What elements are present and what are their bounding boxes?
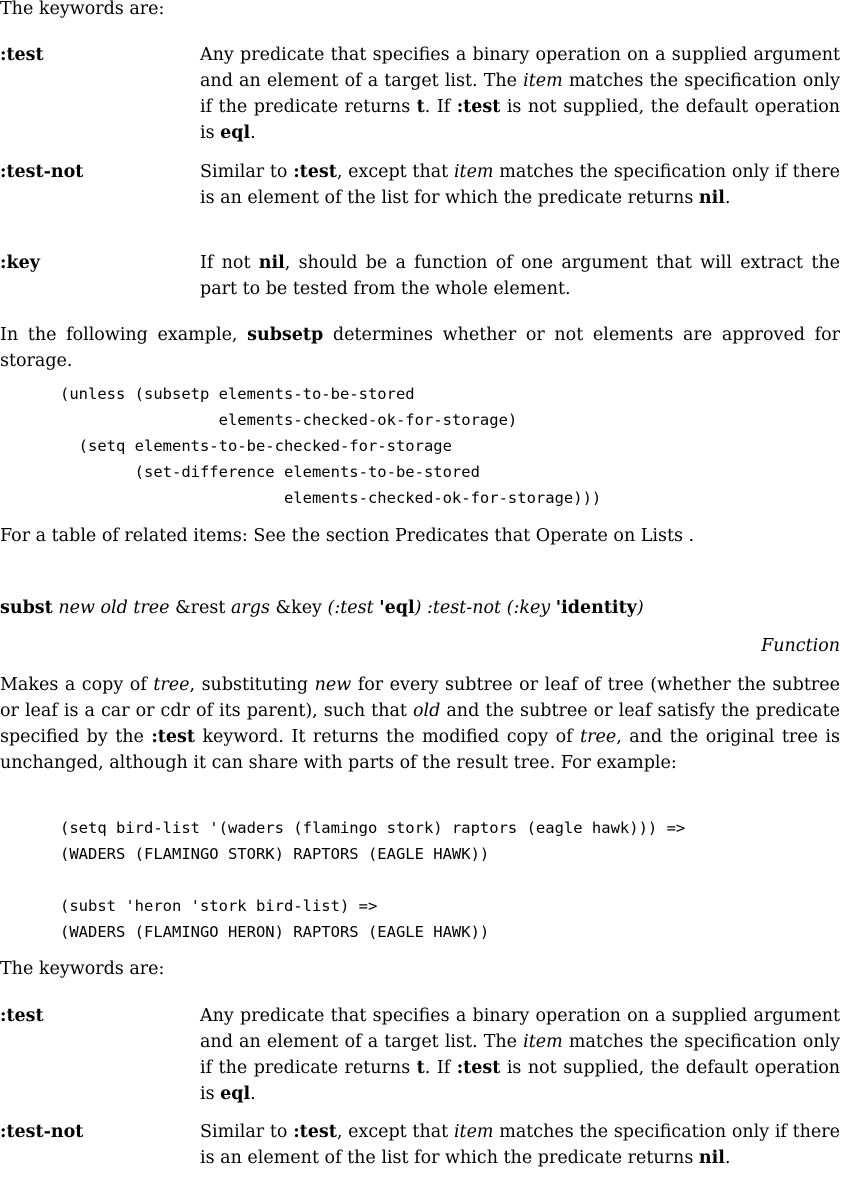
keyword-desc-test-not bbox=[200, 159, 840, 211]
text-run: In the following example, bbox=[0, 325, 248, 345]
text-run: , except that bbox=[336, 162, 454, 182]
keyword-term-test: :test bbox=[0, 45, 44, 65]
text-run: &key bbox=[269, 598, 328, 618]
text-run: :test bbox=[456, 1058, 501, 1078]
text-run: Similar to bbox=[200, 1122, 294, 1142]
text-run: for every subtree or leaf of tree (whether the subtree or leaf is a car or cdr of its parent), such that bbox=[0, 675, 840, 721]
text-run: . bbox=[250, 1084, 256, 1104]
text-run: item bbox=[523, 1032, 563, 1052]
text-run: If not bbox=[200, 253, 259, 273]
text-run: 'identity bbox=[555, 598, 637, 618]
text-run: new old tree bbox=[58, 598, 170, 618]
text-run: subst bbox=[0, 598, 53, 618]
code-example-subsetp: (unless (subsetp elements-to-be-stored elements-checked-ok-for-storage) (setq elements-to-be-checked-for-storage (set-difference elements-to-be-stored elements-checked-ok-for-storage))) bbox=[60, 385, 602, 507]
text-run: item bbox=[453, 162, 494, 182]
text-run: Makes a copy of bbox=[0, 675, 154, 695]
text-run: item bbox=[453, 1122, 494, 1142]
text-run: keyword. It returns the modified copy of bbox=[194, 727, 581, 747]
text-run: , should be a function of one argument that will extract the part to be tested from the whole element. bbox=[200, 253, 840, 299]
text-run: matches the specification only if there is an element of the list for which the predicate returns bbox=[200, 1122, 841, 1168]
text-run: . If bbox=[424, 1058, 457, 1078]
keyword-desc-key bbox=[200, 250, 840, 302]
keywords-intro-2: The keywords are: bbox=[0, 959, 165, 979]
function-signature bbox=[0, 597, 644, 619]
text-run: , substituting bbox=[189, 675, 315, 695]
text-run: 'eql bbox=[379, 598, 415, 618]
text-run: :test bbox=[293, 1122, 337, 1142]
keyword-term-test: :test bbox=[0, 1006, 44, 1026]
text-run: new bbox=[314, 675, 352, 695]
text-run: Any predicate that specifies a binary operation on a supplied argument and an element of a target list. The bbox=[200, 45, 840, 91]
text-run: , and the original tree is unchanged, although it can share with parts of the result tree. For example: bbox=[0, 727, 840, 773]
text-run: Similar to bbox=[200, 162, 294, 182]
text-run: item bbox=[523, 71, 563, 91]
text-run: nil bbox=[698, 1148, 725, 1168]
keyword-term-test-not: :test-not bbox=[0, 162, 84, 182]
text-run: , except that bbox=[336, 1122, 454, 1142]
related-items-note: For a table of related items: See the section Predicates that Operate on Lists . bbox=[0, 526, 695, 546]
text-run: . bbox=[724, 188, 731, 208]
text-run: nil bbox=[698, 188, 725, 208]
text-run: and the subtree or leaf satisfy the predicate specified by the bbox=[0, 701, 840, 747]
text-run: ) bbox=[636, 598, 644, 618]
text-run: is not supplied, the default operation is bbox=[200, 1058, 840, 1104]
text-run: matches the specification only if the predicate returns bbox=[200, 71, 840, 117]
keyword-desc-test bbox=[200, 42, 840, 146]
text-run: . bbox=[250, 123, 256, 143]
text-run: matches the specification only if the predicate returns bbox=[200, 1032, 840, 1078]
text-run: tree bbox=[580, 727, 617, 747]
text-run: args bbox=[230, 598, 270, 618]
text-run: t bbox=[416, 1058, 425, 1078]
text-run: is not supplied, the default operation is bbox=[200, 97, 840, 143]
entry-kind-label: Function bbox=[761, 636, 840, 656]
text-run: nil bbox=[258, 253, 285, 273]
text-run: Any predicate that specifies a binary operation on a supplied argument and an element of a target list. The bbox=[200, 1006, 840, 1052]
keyword-desc-test-not bbox=[200, 1119, 840, 1171]
text-run: old bbox=[412, 701, 441, 721]
text-run: subsetp bbox=[247, 325, 324, 345]
text-run: determines whether or not elements are approved for storage. bbox=[0, 325, 841, 371]
text-run: :test bbox=[151, 727, 195, 747]
text-run: &rest bbox=[169, 598, 231, 618]
keyword-term-key: :key bbox=[0, 253, 40, 273]
text-run: :test bbox=[456, 97, 501, 117]
keywords-intro-1: The keywords are: bbox=[0, 0, 165, 19]
function-description bbox=[0, 672, 840, 776]
text-run: . If bbox=[424, 97, 457, 117]
text-run: ) :test-not (:key bbox=[414, 598, 556, 618]
keyword-term-test-not: :test-not bbox=[0, 1122, 84, 1142]
text-run: eql bbox=[220, 123, 251, 143]
text-run: :test bbox=[293, 162, 337, 182]
code-example-subst: (setq bird-list '(waders (flamingo stork) raptors (eagle hawk))) => (WADERS (FLAMINGO STORK) RAPTORS (EAGLE HAWK)) (subst 'heron 'stork bird-list) => (WADERS (FLAMINGO HERON) RAPTORS (EAGLE HAWK)) bbox=[60, 819, 686, 941]
text-run: eql bbox=[220, 1084, 251, 1104]
text-run: . bbox=[724, 1148, 731, 1168]
text-run: tree bbox=[153, 675, 190, 695]
text-run: (:test bbox=[327, 598, 380, 618]
text-run: matches the specification only if there is an element of the list for which the predicate returns bbox=[200, 162, 841, 208]
text-run: t bbox=[416, 97, 425, 117]
example-intro-paragraph bbox=[0, 322, 840, 374]
keyword-desc-test bbox=[200, 1003, 840, 1107]
